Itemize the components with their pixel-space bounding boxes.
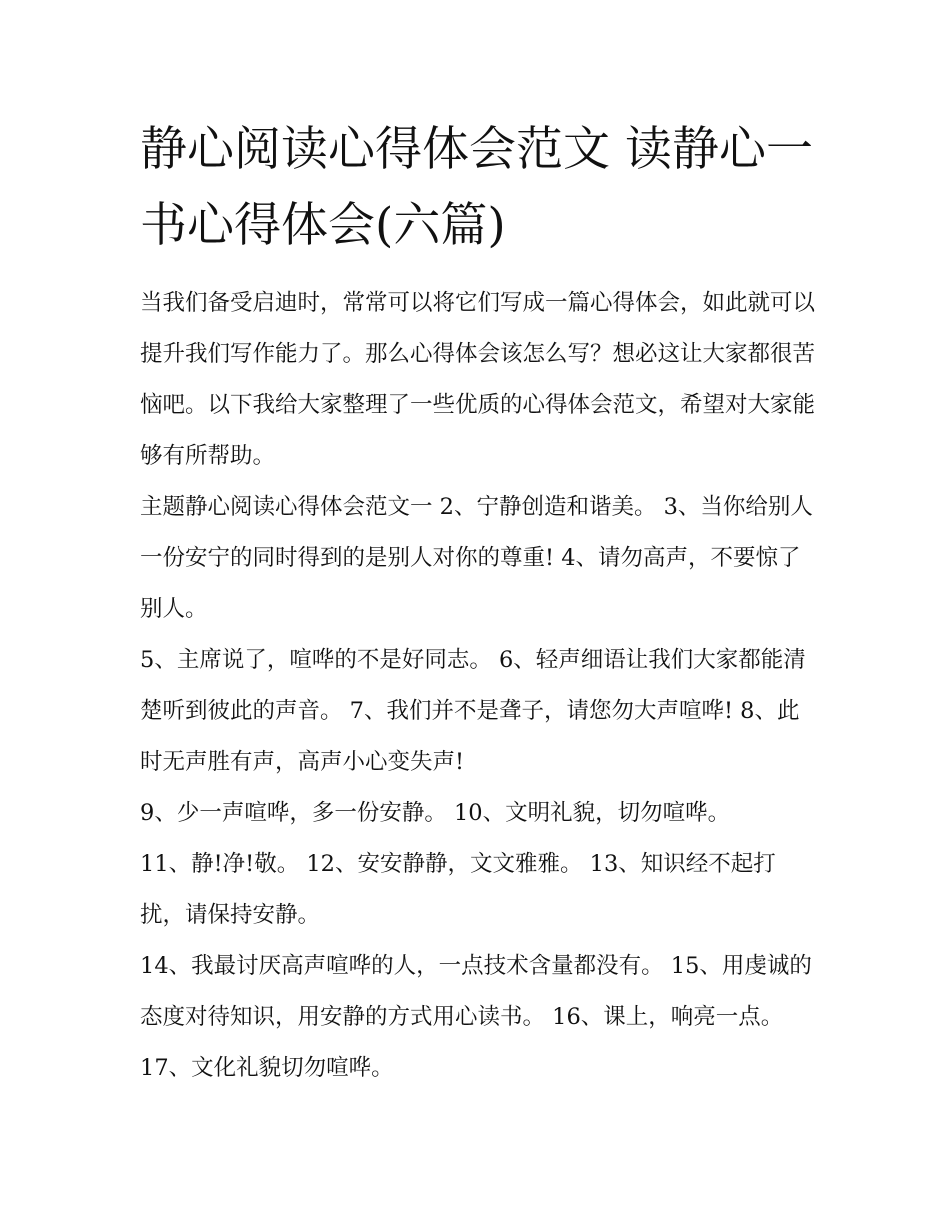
paragraph-1: 主题静心阅读心得体会范文一 2、宁静创造和谐美。 3、当你给别人一份安宁的同时得到的是别人对你的尊重! 4、请勿高声，不要惊了别人。 [140,494,813,622]
paragraph-2: 5、主席说了，喧哗的不是好同志。 6、轻声细语让我们大家都能清楚听到彼此的声音。 7、我们并不是聋子，请您勿大声喧哗! 8、此时无声胜有声，高声小心变失声! [140,647,806,775]
document-page [140,112,820,1094]
paragraph-4: 11、静!净!敬。 12、安安静静，文文雅雅。 13、知识经不起打扰，请保持安静。 [140,851,776,928]
document-body [140,278,820,1094]
document-title: 静心阅读心得体会范文 读静心一书心得体会(六篇) [140,122,813,253]
paragraph-intro: 当我们备受启迪时，常常可以将它们写成一篇心得体会，如此就可以提升我们写作能力了。那么心得体会该怎么写？想必这让大家都很苦恼吧。以下我给大家整理了一些优质的心得体会范文，希望对大家能够有所帮助。 [140,290,816,469]
paragraph-5: 14、我最讨厌高声喧哗的人，一点技术含量都没有。 15、用虔诚的态度对待知识，用安静的方式用心读书。 16、课上，响亮一点。 17、文化礼貌切勿喧哗。 [140,953,812,1081]
paragraph-3: 9、少一声喧哗，多一份安静。 10、文明礼貌，切勿喧哗。 [140,800,731,826]
